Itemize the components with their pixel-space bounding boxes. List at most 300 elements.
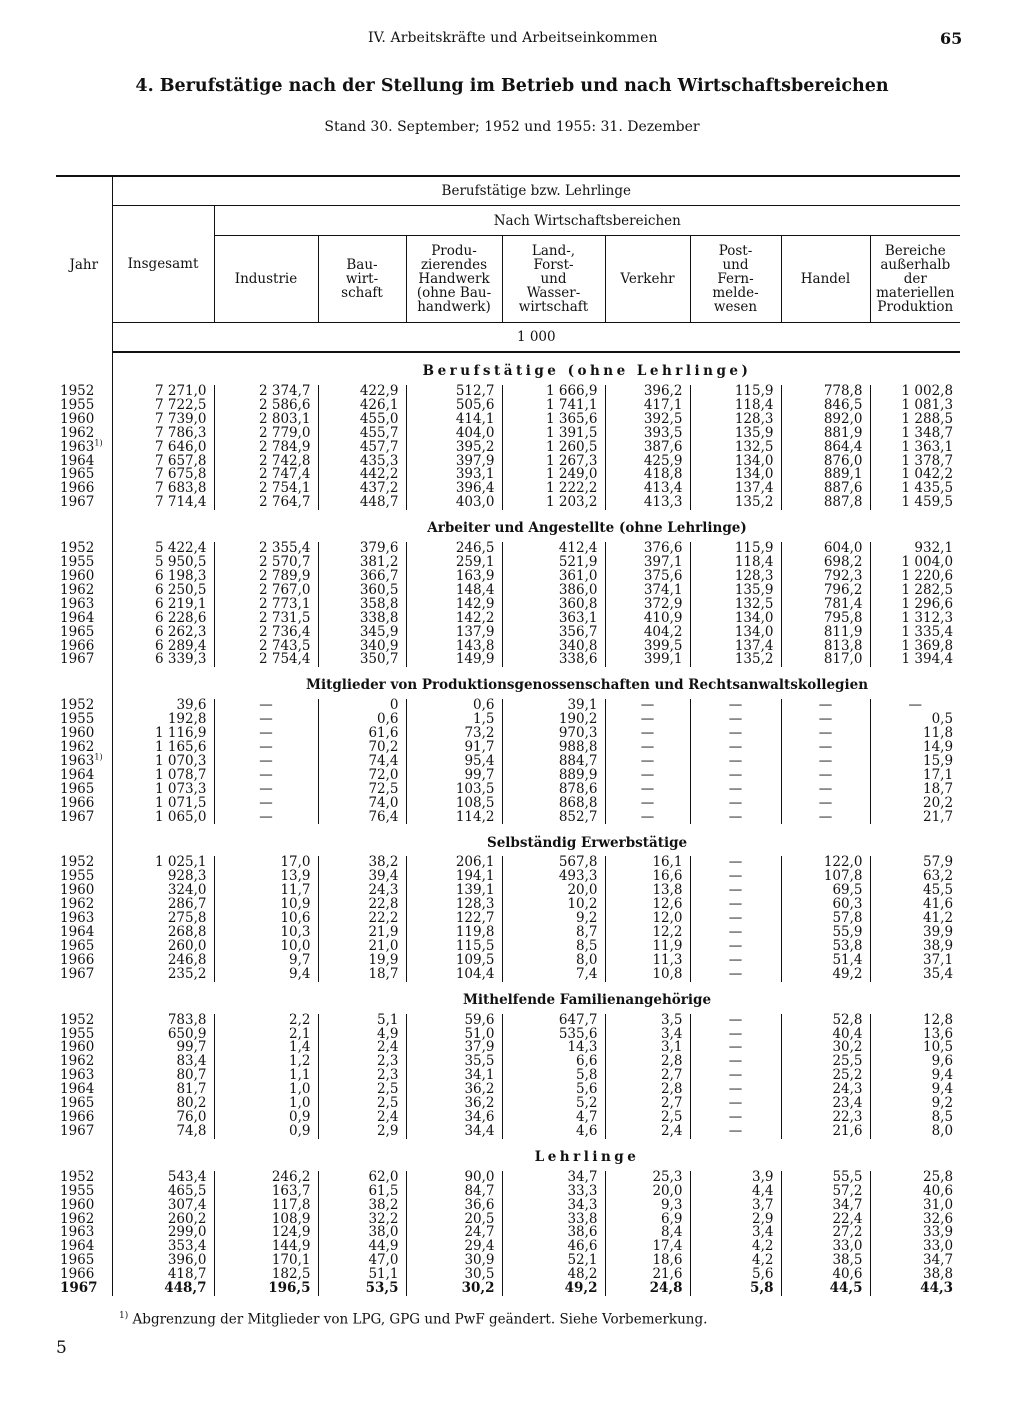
year-cell bbox=[56, 653, 112, 667]
value-cell: 817,0 bbox=[781, 653, 870, 667]
value-cell: 1 312,3 bbox=[870, 612, 960, 626]
value-cell: 38,8 bbox=[870, 1268, 960, 1282]
footnote bbox=[119, 1311, 707, 1328]
value-cell: 57,8 bbox=[781, 912, 870, 926]
value-cell: 6 219,1 bbox=[112, 598, 214, 612]
value-cell: 455,7 bbox=[318, 427, 406, 441]
value-cell: 32,2 bbox=[318, 1213, 406, 1227]
value-cell: 1 203,2 bbox=[502, 496, 605, 510]
value-cell: 55,5 bbox=[781, 1171, 870, 1185]
value-cell: 30,9 bbox=[406, 1254, 502, 1268]
value-cell: 8,5 bbox=[502, 940, 605, 954]
value-cell: 33,0 bbox=[781, 1240, 870, 1254]
value-cell: 0,9 bbox=[214, 1111, 318, 1125]
value-cell: 33,9 bbox=[870, 1226, 960, 1240]
value-cell: 413,4 bbox=[605, 482, 690, 496]
year-value: 1964 bbox=[60, 766, 95, 783]
value-cell: 36,6 bbox=[406, 1199, 502, 1213]
year-value: 1964 bbox=[60, 924, 95, 940]
footnote-ref: 1) bbox=[94, 438, 103, 448]
header-by-sector: Nach Wirtschaftsbereichen bbox=[214, 206, 960, 236]
value-cell: 1 365,6 bbox=[502, 413, 605, 427]
value-cell: — bbox=[605, 727, 690, 741]
value-cell: 12,8 bbox=[870, 1014, 960, 1028]
year-value: 1967 bbox=[60, 651, 95, 668]
value-cell: 2,9 bbox=[318, 1125, 406, 1139]
value-cell: 10,5 bbox=[870, 1041, 960, 1055]
value-cell: 422,9 bbox=[318, 385, 406, 399]
section-year-cell bbox=[56, 510, 112, 542]
header-sector-line: Bereiche bbox=[884, 243, 946, 259]
value-cell: 418,7 bbox=[112, 1268, 214, 1282]
value-cell: 40,4 bbox=[781, 1028, 870, 1042]
header-sector-line: wirtschaft bbox=[518, 299, 589, 315]
value-cell: 22,4 bbox=[781, 1213, 870, 1227]
page-number: 65 bbox=[940, 29, 963, 48]
value-cell: 12,6 bbox=[605, 898, 690, 912]
value-cell: — bbox=[214, 755, 318, 769]
value-cell: — bbox=[690, 1111, 781, 1125]
value-cell: 52,1 bbox=[502, 1254, 605, 1268]
value-cell: 22,2 bbox=[318, 912, 406, 926]
value-cell: 1 394,4 bbox=[870, 653, 960, 667]
value-cell: 6 228,6 bbox=[112, 612, 214, 626]
value-cell: 3,1 bbox=[605, 1041, 690, 1055]
header-sector-6 bbox=[781, 236, 870, 323]
table-row bbox=[56, 653, 960, 667]
value-cell: 21,0 bbox=[318, 940, 406, 954]
value-cell: 286,7 bbox=[112, 898, 214, 912]
value-cell: — bbox=[690, 1069, 781, 1083]
year-value: 1963 bbox=[60, 1067, 95, 1084]
value-cell: 2,8 bbox=[605, 1083, 690, 1097]
value-cell: 7 683,8 bbox=[112, 482, 214, 496]
value-cell: 1 288,5 bbox=[870, 413, 960, 427]
value-cell: 190,2 bbox=[502, 713, 605, 727]
value-cell: 36,2 bbox=[406, 1097, 502, 1111]
value-cell: 6 198,3 bbox=[112, 570, 214, 584]
value-cell: — bbox=[690, 1083, 781, 1097]
value-cell: — bbox=[690, 1028, 781, 1042]
header-sector-line: zierendes bbox=[420, 257, 488, 273]
value-cell: 1 065,0 bbox=[112, 811, 214, 825]
header-sector-7 bbox=[870, 236, 960, 323]
value-cell: 1 025,1 bbox=[112, 856, 214, 870]
value-cell: 5,8 bbox=[690, 1282, 781, 1296]
year-value: 1960 bbox=[60, 567, 95, 584]
value-cell: 1 220,6 bbox=[870, 570, 960, 584]
value-cell: 864,4 bbox=[781, 441, 870, 455]
value-cell: 74,4 bbox=[318, 755, 406, 769]
value-cell: 2 784,9 bbox=[214, 441, 318, 455]
value-cell: 435,3 bbox=[318, 455, 406, 469]
value-cell: 412,4 bbox=[502, 542, 605, 556]
value-cell: 813,8 bbox=[781, 640, 870, 654]
value-cell: 260,0 bbox=[112, 940, 214, 954]
value-cell: 128,3 bbox=[690, 413, 781, 427]
value-cell: 338,6 bbox=[502, 653, 605, 667]
value-cell: 260,2 bbox=[112, 1213, 214, 1227]
value-cell: 40,6 bbox=[870, 1185, 960, 1199]
value-cell: — bbox=[781, 783, 870, 797]
year-value: 1964 bbox=[60, 1238, 95, 1255]
value-cell: 2 764,7 bbox=[214, 496, 318, 510]
value-cell: 2,4 bbox=[318, 1111, 406, 1125]
value-cell: 7 739,0 bbox=[112, 413, 214, 427]
value-cell: 21,6 bbox=[605, 1268, 690, 1282]
value-cell: 379,6 bbox=[318, 542, 406, 556]
value-cell: 5,2 bbox=[502, 1097, 605, 1111]
value-cell: 95,4 bbox=[406, 755, 502, 769]
value-cell: 60,3 bbox=[781, 898, 870, 912]
value-cell: 134,0 bbox=[690, 455, 781, 469]
value-cell: 25,8 bbox=[870, 1171, 960, 1185]
value-cell: 1 363,1 bbox=[870, 441, 960, 455]
value-cell: 235,2 bbox=[112, 968, 214, 982]
value-cell: — bbox=[781, 741, 870, 755]
value-cell: 0,5 bbox=[870, 713, 960, 727]
value-cell: 11,7 bbox=[214, 884, 318, 898]
value-cell: 9,2 bbox=[502, 912, 605, 926]
value-cell: — bbox=[690, 783, 781, 797]
value-cell: 25,5 bbox=[781, 1055, 870, 1069]
header-sector-line: Forst- bbox=[533, 257, 574, 273]
value-cell: 23,4 bbox=[781, 1097, 870, 1111]
value-cell: 2 731,5 bbox=[214, 612, 318, 626]
value-cell: 1 116,9 bbox=[112, 727, 214, 741]
section-total-cell bbox=[112, 1139, 214, 1171]
table-header bbox=[56, 176, 960, 352]
value-cell: 2,5 bbox=[318, 1083, 406, 1097]
value-cell: 80,7 bbox=[112, 1069, 214, 1083]
section-year-cell bbox=[56, 1139, 112, 1171]
value-cell: 2,1 bbox=[214, 1028, 318, 1042]
value-cell: 39,6 bbox=[112, 699, 214, 713]
value-cell: — bbox=[690, 811, 781, 825]
value-cell: 2,9 bbox=[690, 1213, 781, 1227]
value-cell: 132,5 bbox=[690, 441, 781, 455]
value-cell: 2 747,4 bbox=[214, 468, 318, 482]
section-title: Arbeiter und Angestellte (ohne Lehrlinge) bbox=[427, 520, 747, 537]
value-cell: 796,2 bbox=[781, 584, 870, 598]
value-cell: 20,0 bbox=[605, 1185, 690, 1199]
table-subtitle: Stand 30. September; 1952 und 1955: 31. Dezember bbox=[324, 119, 700, 135]
year-value: 1964 bbox=[60, 1081, 95, 1098]
value-cell: — bbox=[214, 727, 318, 741]
value-cell: 2 742,8 bbox=[214, 455, 318, 469]
value-cell: 5,6 bbox=[502, 1083, 605, 1097]
value-cell: — bbox=[605, 699, 690, 713]
value-cell: 8,5 bbox=[870, 1111, 960, 1125]
value-cell: — bbox=[690, 926, 781, 940]
value-cell: — bbox=[690, 1097, 781, 1111]
year-value: 1966 bbox=[60, 951, 95, 968]
value-cell: 17,4 bbox=[605, 1240, 690, 1254]
value-cell: 795,8 bbox=[781, 612, 870, 626]
value-cell: 27,2 bbox=[781, 1226, 870, 1240]
value-cell: 1 260,5 bbox=[502, 441, 605, 455]
value-cell: 1 078,7 bbox=[112, 769, 214, 783]
value-cell: 51,4 bbox=[781, 954, 870, 968]
section-total-cell bbox=[112, 982, 214, 1014]
value-cell: 109,5 bbox=[406, 954, 502, 968]
value-cell: 535,6 bbox=[502, 1028, 605, 1042]
header-group: Berufstätige bzw. Lehrlinge bbox=[112, 176, 960, 206]
value-cell: 876,0 bbox=[781, 455, 870, 469]
value-cell: 396,4 bbox=[406, 482, 502, 496]
value-cell: 852,7 bbox=[502, 811, 605, 825]
value-cell: 21,9 bbox=[318, 926, 406, 940]
section-heading-row bbox=[56, 1139, 960, 1171]
value-cell: 1 459,5 bbox=[870, 496, 960, 510]
value-cell: 350,7 bbox=[318, 653, 406, 667]
year-value: 1967 bbox=[60, 965, 95, 982]
value-cell: 363,1 bbox=[502, 612, 605, 626]
value-cell: — bbox=[781, 755, 870, 769]
value-cell: 14,9 bbox=[870, 741, 960, 755]
value-cell: 387,6 bbox=[605, 441, 690, 455]
value-cell: 76,4 bbox=[318, 811, 406, 825]
value-cell: 246,2 bbox=[214, 1171, 318, 1185]
value-cell: 84,7 bbox=[406, 1185, 502, 1199]
value-cell: — bbox=[690, 699, 781, 713]
header-sector-line: Handwerk bbox=[418, 271, 490, 287]
value-cell: 119,8 bbox=[406, 926, 502, 940]
value-cell: 16,6 bbox=[605, 870, 690, 884]
value-cell: 1 249,0 bbox=[502, 468, 605, 482]
value-cell: 149,9 bbox=[406, 653, 502, 667]
value-cell: 6 250,5 bbox=[112, 584, 214, 598]
value-cell: 4,9 bbox=[318, 1028, 406, 1042]
value-cell: 206,1 bbox=[406, 856, 502, 870]
value-cell: 37,1 bbox=[870, 954, 960, 968]
value-cell: — bbox=[690, 1125, 781, 1139]
value-cell: 63,2 bbox=[870, 870, 960, 884]
year-cell bbox=[56, 496, 112, 510]
value-cell: 783,8 bbox=[112, 1014, 214, 1028]
value-cell: 2 767,0 bbox=[214, 584, 318, 598]
section-heading-row bbox=[56, 667, 960, 699]
value-cell: 12,0 bbox=[605, 912, 690, 926]
value-cell: 39,9 bbox=[870, 926, 960, 940]
value-cell: 360,8 bbox=[502, 598, 605, 612]
value-cell: 375,6 bbox=[605, 570, 690, 584]
header-sector-line: Bau- bbox=[346, 257, 378, 273]
value-cell: 9,4 bbox=[214, 968, 318, 982]
value-cell: 7 714,4 bbox=[112, 496, 214, 510]
value-cell: — bbox=[870, 699, 960, 713]
value-cell: 163,9 bbox=[406, 570, 502, 584]
value-cell: 2,3 bbox=[318, 1055, 406, 1069]
value-cell: 134,0 bbox=[690, 626, 781, 640]
table-row bbox=[56, 496, 960, 510]
value-cell: 381,2 bbox=[318, 556, 406, 570]
header-sector-line: materiellen bbox=[876, 285, 955, 301]
value-cell: 417,1 bbox=[605, 399, 690, 413]
value-cell: — bbox=[214, 783, 318, 797]
value-cell: 31,0 bbox=[870, 1199, 960, 1213]
value-cell: 118,4 bbox=[690, 556, 781, 570]
value-cell: 40,6 bbox=[781, 1268, 870, 1282]
value-cell: 2 754,1 bbox=[214, 482, 318, 496]
value-cell: 122,0 bbox=[781, 856, 870, 870]
value-cell: 1 070,3 bbox=[112, 755, 214, 769]
header-sector-0 bbox=[214, 236, 318, 323]
value-cell: 6 289,4 bbox=[112, 640, 214, 654]
value-cell: — bbox=[214, 797, 318, 811]
value-cell: 5 422,4 bbox=[112, 542, 214, 556]
value-cell: 0,6 bbox=[318, 713, 406, 727]
value-cell: 51,0 bbox=[406, 1028, 502, 1042]
value-cell: 34,6 bbox=[406, 1111, 502, 1125]
value-cell: 399,5 bbox=[605, 640, 690, 654]
value-cell: 55,9 bbox=[781, 926, 870, 940]
value-cell: 2 803,1 bbox=[214, 413, 318, 427]
value-cell: 44,3 bbox=[870, 1282, 960, 1296]
header-sector-line: der bbox=[903, 271, 927, 287]
value-cell: 9,3 bbox=[605, 1199, 690, 1213]
value-cell: 12,2 bbox=[605, 926, 690, 940]
footnote-text: Abgrenzung der Mitglieder von LPG, GPG und PwF geändert. Siehe Vorbemerkung. bbox=[132, 1311, 708, 1328]
value-cell: 11,8 bbox=[870, 727, 960, 741]
value-cell: 18,7 bbox=[318, 968, 406, 982]
header-unit: 1 000 bbox=[112, 323, 960, 353]
value-cell: 115,5 bbox=[406, 940, 502, 954]
value-cell: 448,7 bbox=[318, 496, 406, 510]
value-cell: — bbox=[605, 741, 690, 755]
value-cell: 61,6 bbox=[318, 727, 406, 741]
value-cell: 457,7 bbox=[318, 441, 406, 455]
value-cell: 22,8 bbox=[318, 898, 406, 912]
value-cell: 246,8 bbox=[112, 954, 214, 968]
value-cell: 3,5 bbox=[605, 1014, 690, 1028]
value-cell: 442,2 bbox=[318, 468, 406, 482]
value-cell: 647,7 bbox=[502, 1014, 605, 1028]
value-cell: 35,5 bbox=[406, 1055, 502, 1069]
value-cell: — bbox=[605, 769, 690, 783]
value-cell: 465,5 bbox=[112, 1185, 214, 1199]
value-cell: 324,0 bbox=[112, 884, 214, 898]
value-cell: 30,5 bbox=[406, 1268, 502, 1282]
section-title: Mitglieder von Produktionsgenossenschaften und Rechtsanwaltskollegien bbox=[306, 677, 869, 694]
year-value: 1965 bbox=[60, 466, 95, 483]
value-cell: 1 267,3 bbox=[502, 455, 605, 469]
value-cell: — bbox=[690, 898, 781, 912]
value-cell: 10,6 bbox=[214, 912, 318, 926]
section-heading-row bbox=[56, 510, 960, 542]
header-sector-line: Handel bbox=[800, 271, 851, 287]
header-sector-line: Produktion bbox=[877, 299, 954, 315]
value-cell: 0,6 bbox=[406, 699, 502, 713]
section-total-cell bbox=[112, 510, 214, 542]
value-cell: 17,0 bbox=[214, 856, 318, 870]
value-cell: 48,2 bbox=[502, 1268, 605, 1282]
year-cell bbox=[56, 1282, 112, 1296]
value-cell: 0 bbox=[318, 699, 406, 713]
value-cell: 340,8 bbox=[502, 640, 605, 654]
header-sector-2 bbox=[406, 236, 502, 323]
year-value: 1952 bbox=[60, 1168, 95, 1185]
table-row bbox=[56, 811, 960, 825]
value-cell: 1 378,7 bbox=[870, 455, 960, 469]
section-title: Berufstätige (ohne Lehrlinge) bbox=[422, 363, 752, 380]
value-cell: 104,4 bbox=[406, 968, 502, 982]
value-cell: 353,4 bbox=[112, 1240, 214, 1254]
value-cell: 46,6 bbox=[502, 1240, 605, 1254]
value-cell: 38,2 bbox=[318, 856, 406, 870]
value-cell: 366,7 bbox=[318, 570, 406, 584]
header-sector-line: Industrie bbox=[234, 271, 298, 287]
value-cell: 11,9 bbox=[605, 940, 690, 954]
value-cell: 122,7 bbox=[406, 912, 502, 926]
value-cell: 108,5 bbox=[406, 797, 502, 811]
value-cell: — bbox=[690, 755, 781, 769]
value-cell: 53,8 bbox=[781, 940, 870, 954]
value-cell: 37,9 bbox=[406, 1041, 502, 1055]
value-cell: — bbox=[690, 954, 781, 968]
value-cell: 8,0 bbox=[870, 1125, 960, 1139]
value-cell: 51,1 bbox=[318, 1268, 406, 1282]
value-cell: 81,7 bbox=[112, 1083, 214, 1097]
value-cell: 194,1 bbox=[406, 870, 502, 884]
header-sector-line: handwerk) bbox=[417, 299, 491, 315]
year-value: 1965 bbox=[60, 780, 95, 797]
value-cell: 135,2 bbox=[690, 496, 781, 510]
section-year-cell bbox=[56, 982, 112, 1014]
year-value: 1963 bbox=[60, 1224, 95, 1241]
value-cell: 2 789,9 bbox=[214, 570, 318, 584]
value-cell: 135,9 bbox=[690, 427, 781, 441]
year-value: 1963 bbox=[60, 910, 95, 927]
section-year-cell bbox=[56, 667, 112, 699]
year-cell bbox=[56, 965, 112, 982]
value-cell: 361,0 bbox=[502, 570, 605, 584]
value-cell: 889,1 bbox=[781, 468, 870, 482]
year-cell bbox=[56, 1122, 112, 1139]
year-value: 1965 bbox=[60, 1095, 95, 1112]
value-cell: 0,9 bbox=[214, 1125, 318, 1139]
value-cell: 6 262,3 bbox=[112, 626, 214, 640]
year-value: 1960 bbox=[60, 410, 95, 427]
header-sector-3 bbox=[502, 236, 605, 323]
value-cell: 892,0 bbox=[781, 413, 870, 427]
year-value: 1952 bbox=[60, 383, 95, 399]
value-cell: — bbox=[605, 811, 690, 825]
value-cell: 374,1 bbox=[605, 584, 690, 598]
value-cell: 24,3 bbox=[781, 1083, 870, 1097]
year-value: 1965 bbox=[60, 937, 95, 954]
value-cell: 404,2 bbox=[605, 626, 690, 640]
value-cell: 425,9 bbox=[605, 455, 690, 469]
section-total-cell bbox=[112, 667, 214, 699]
value-cell: 1 282,5 bbox=[870, 584, 960, 598]
value-cell: 6,6 bbox=[502, 1055, 605, 1069]
value-cell: 1 666,9 bbox=[502, 385, 605, 399]
year-value: 1962 bbox=[60, 424, 95, 441]
value-cell: 41,2 bbox=[870, 912, 960, 926]
year-value: 1960 bbox=[60, 725, 95, 742]
value-cell: 1 335,4 bbox=[870, 626, 960, 640]
value-cell: 846,5 bbox=[781, 399, 870, 413]
value-cell: 38,2 bbox=[318, 1199, 406, 1213]
value-cell: — bbox=[690, 968, 781, 982]
value-cell: — bbox=[690, 870, 781, 884]
value-cell: 2 355,4 bbox=[214, 542, 318, 556]
value-cell: 345,9 bbox=[318, 626, 406, 640]
value-cell: 338,8 bbox=[318, 612, 406, 626]
value-cell: 1 073,3 bbox=[112, 783, 214, 797]
section-total-cell bbox=[112, 352, 214, 385]
